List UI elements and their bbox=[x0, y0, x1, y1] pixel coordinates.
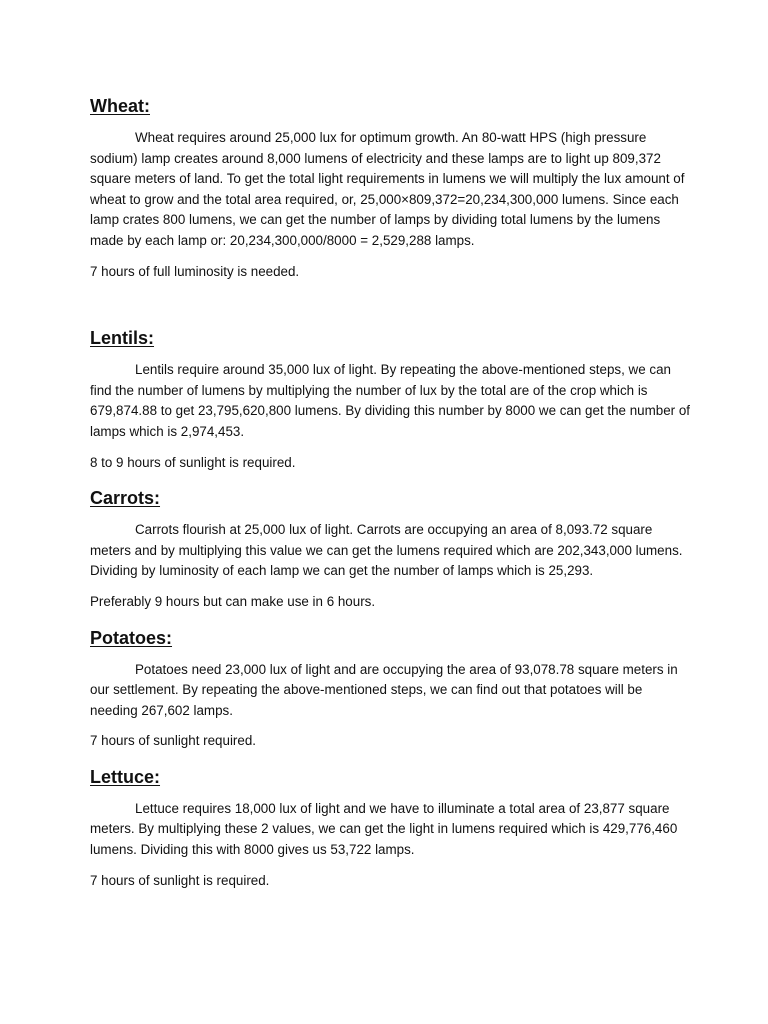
section-lettuce bbox=[90, 765, 690, 891]
section-heading-lentils: Lentils: bbox=[90, 328, 155, 349]
section-note-carrots: Preferably 9 hours but can make use in 6 hours. bbox=[90, 593, 376, 609]
section-paragraph-potatoes: Potatoes need 23,000 lux of light and are occupying the area of 93,078.78 square meters in our settlement. By repeating the above-mentioned steps, we can find out that potatoes will be needing 267,602 lamps. bbox=[90, 661, 678, 718]
section-heading-lettuce: Lettuce: bbox=[90, 766, 161, 787]
section-paragraph-wheat: Wheat requires around 25,000 lux for optimum growth. An 80-watt HPS (high pressure sodium) lamp creates around 8,000 lumens of electricity and these lamps are to light up 809,372 square meters of land. To get the total light requirements in lumens we will multiply the lux amount of wheat to grow and the total area required, or, 25,000×809,372=20,234,300,000 lumens. Since each lamp crates 800 lumens, we can get the number of lamps by dividing total lumens by the lumens made by each lamp or: 20,234,300,000/8000 = 2,529,288 lamps. bbox=[90, 130, 685, 248]
section-carrots bbox=[90, 486, 690, 612]
section-potatoes bbox=[90, 626, 690, 752]
section-paragraph-lettuce: Lettuce requires 18,000 lux of light and we have to illuminate a total area of 23,877 square meters. By multiplying these 2 values, we can get the light in lumens required which is 429,776,460 lumens. Dividing this with 8000 gives us 53,722 lamps. bbox=[90, 800, 678, 858]
section-paragraph-carrots: Carrots flourish at 25,000 lux of light. Carrots are occupying an area of 8,093.72 square meters and by multiplying this value we can get the lumens required which are 202,343,000 lumens. Dividing by luminosity of each lamp we can get the number of lamps which is 25,293. bbox=[90, 522, 683, 579]
section-note-wheat: 7 hours of full luminosity is needed. bbox=[90, 263, 300, 279]
section-paragraph-lentils: Lentils require around 35,000 lux of light. By repeating the above-mentioned steps, we can find the number of lumens by multiplying the number of lux by the total are of the crop which is 679,874.88 to get 23,795,620,800 lumens. By dividing this number by 8000 we can get the number of lamps which is 2,974,453. bbox=[90, 362, 691, 439]
section-heading-carrots: Carrots: bbox=[90, 488, 161, 509]
section-wheat bbox=[90, 94, 690, 282]
section-lentils bbox=[90, 326, 690, 473]
section-note-potatoes: 7 hours of sunlight required. bbox=[90, 733, 256, 749]
document-page bbox=[90, 94, 690, 904]
section-heading-potatoes: Potatoes: bbox=[90, 627, 173, 648]
section-note-lentils: 8 to 9 hours of sunlight is required. bbox=[90, 454, 296, 470]
section-note-lettuce: 7 hours of sunlight is required. bbox=[90, 872, 270, 888]
section-heading-wheat: Wheat: bbox=[90, 96, 150, 116]
